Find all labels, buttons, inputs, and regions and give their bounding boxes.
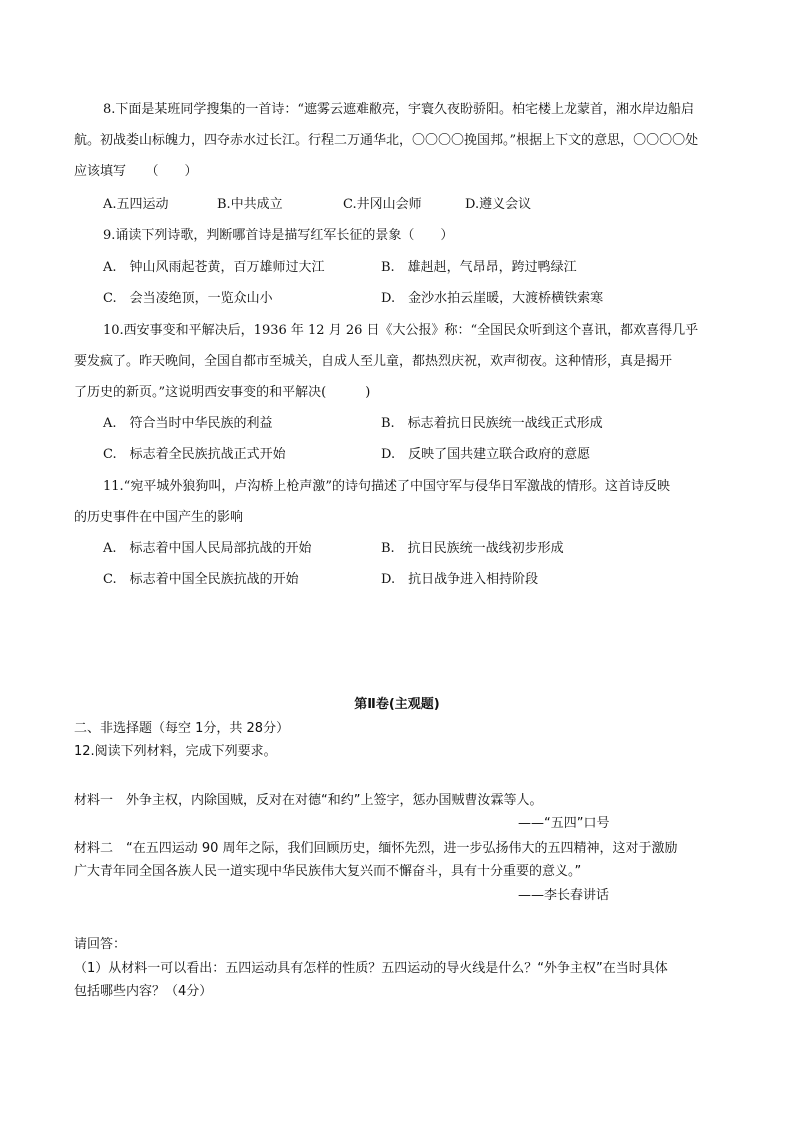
q10-option-d: D. 反映了国共建立联合政府的意愿 <box>381 447 591 462</box>
q10-option-a: A. 符合当时中华民族的利益 <box>103 416 273 431</box>
material-2-line-2: 广大青年同全国各族人民一道实现中华民族伟大复兴而不懈奋斗，具有十分重要的意义。” <box>74 864 582 879</box>
q10-line-1: 10.西安事变和平解决后，1936 年 12 月 26 日《大公报》称：“全国民众听到这个喜讯，都欢喜得几乎 <box>103 323 699 338</box>
q8-option-d: D.遵义会议 <box>465 197 532 212</box>
q11-option-c: C. 标志着中国全民族抗战的开始 <box>103 572 299 587</box>
q8-option-b: B.中共成立 <box>217 197 283 212</box>
material-2-source: ——李长春讲话 <box>518 888 610 903</box>
q8-option-a: A.五四运动 <box>103 197 169 212</box>
q12-stem: 12.阅读下列材料，完成下列要求。 <box>74 744 277 759</box>
section-title: 第Ⅱ卷(主观题) <box>354 697 440 712</box>
q8-line-1: 8.下面是某班同学搜集的一首诗：“遮雾云遮难敝亮，宇寰久夜盼骄阳。柏宅楼上龙蒙首，湘水岸边船启 <box>103 102 695 117</box>
answer-prompt: 请回答： <box>74 937 127 952</box>
q9-option-c: C. 会当凌绝顶，一览众山小 <box>103 291 273 306</box>
sub-question-1-line-2: 包括哪些内容？（4分） <box>74 984 213 999</box>
q9-stem: 9.诵读下列诗歌，判断哪首诗是描写红军长征的景象（ ） <box>103 228 454 243</box>
sub-question-1-line-1: （1）从材料一可以看出：五四运动具有怎样的性质？五四运动的导火线是什么？“外争主权”在当时具体 <box>74 961 668 976</box>
q11-option-d: D. 抗日战争进入相持阶段 <box>381 572 539 587</box>
section-heading: 二、非选择题（每空 1分，共 28分） <box>74 721 290 736</box>
q9-option-b: B. 雄赳赳，气昂昂，跨过鸭绿江 <box>381 260 577 275</box>
q8-line-3: 应该填写 （ ） <box>74 164 198 179</box>
q9-option-a: A. 钟山风雨起苍黄，百万雄师过大江 <box>103 260 325 275</box>
q10-option-b: B. 标志着抗日民族统一战线正式形成 <box>381 416 603 431</box>
q10-option-c: C. 标志着全民族抗战正式开始 <box>103 447 286 462</box>
q11-option-b: B. 抗日民族统一战线初步形成 <box>381 541 564 556</box>
material-1-source: ——“五四”口号 <box>518 816 610 831</box>
q10-line-2: 要发疯了。昨天晚间，全国自都市至城关，自成人至儿童，都热烈庆祝，欢声彻夜。这种情形，真是揭开 <box>74 354 673 369</box>
q10-line-3: 了历史的新页。”这说明西安事变的和平解决( ) <box>74 385 371 400</box>
q9-option-d: D. 金沙水拍云崖暖，大渡桥横铁索寒 <box>381 291 604 306</box>
material-2-line-1: 材料二 “在五四运动 90 周年之际，我们回顾历史，缅怀先烈，进一步弘扬伟大的五四精神，这对于激励 <box>74 841 678 856</box>
q8-line-2: 航。初战娄山标魄力，四夺赤水过长江。行程二万通华北，〇〇〇〇挽国邦。”根据上下文的意思，〇〇〇〇处 <box>74 133 699 148</box>
q8-option-c: C.井冈山会师 <box>343 197 422 212</box>
material-1: 材料一 外争主权，内除国贼，反对在对德“和约”上签字，惩办国贼曹汝霖等人。 <box>74 793 543 808</box>
q11-line-1: 11.“宛平城外狼狗叫，卢沟桥上枪声激”的诗句描述了中国守军与侵华日军激战的情形。这首诗反映 <box>103 479 670 494</box>
q11-option-a: A. 标志着中国人民局部抗战的开始 <box>103 541 312 556</box>
q11-line-2: 的历史事件在中国产生的影响 <box>74 510 244 525</box>
